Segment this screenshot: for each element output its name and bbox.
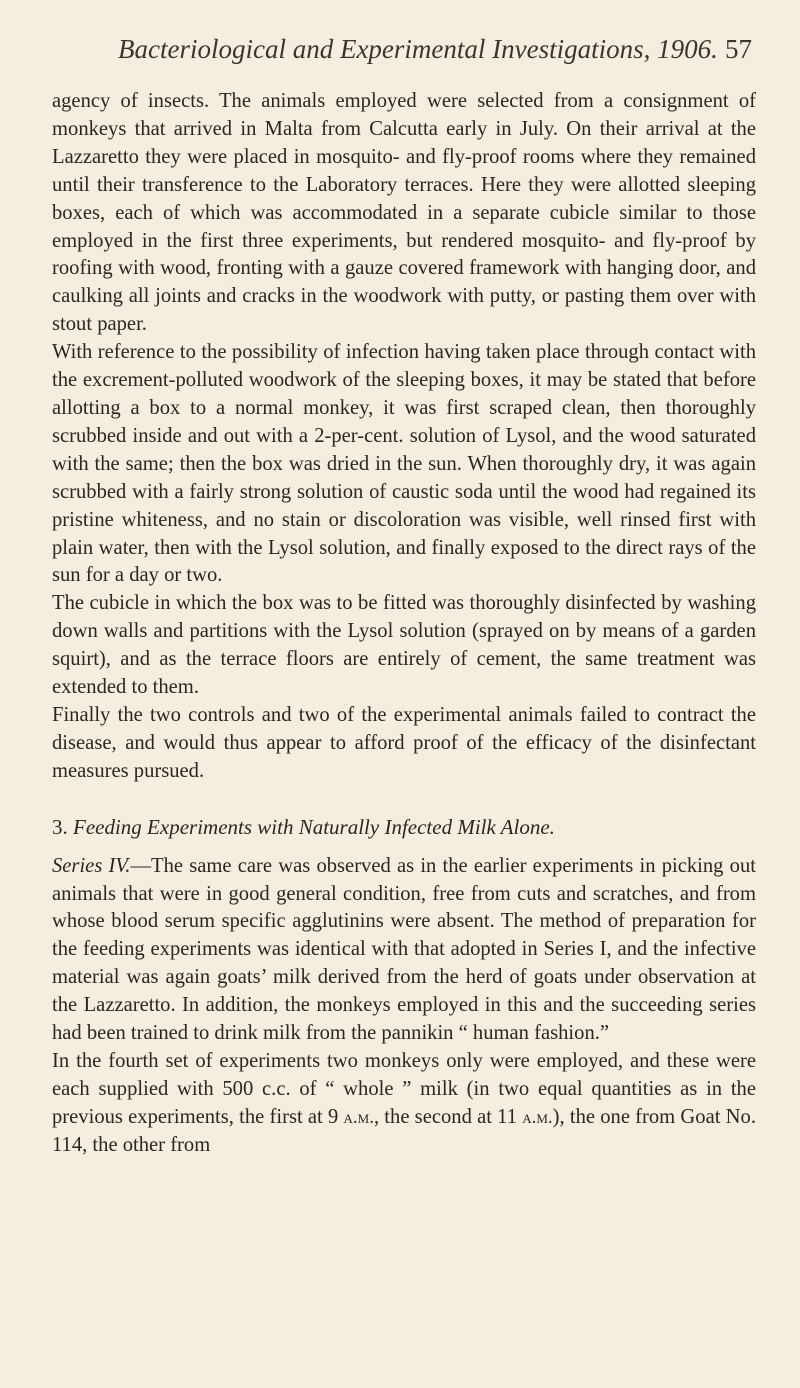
time-am-2: a.m.: [522, 1106, 553, 1128]
page-number: 57: [725, 34, 752, 64]
paragraph-cubicle: The cubicle in which the box was to be fitted was thoroughly disinfected by washing down walls and partitions with the Lysol solution (sprayed on by means of a garden squirt), and as the terrace floors are entirely of cement, the same treatment was extended to them.: [52, 592, 756, 699]
paragraph-fourth-set: [52, 1048, 756, 1160]
paragraph-series-iv: [52, 853, 756, 1048]
running-head-title: Bacteriological and Experimental Investigations, 1906.: [118, 34, 718, 64]
running-head: [118, 34, 752, 74]
series-label: Series IV.: [52, 854, 131, 877]
section-number: 3.: [52, 814, 68, 839]
section-heading: [52, 813, 756, 841]
paragraph-continued: agency of insects. The animals employed were selected from a consignment of monkeys that arrived in Malta from Calcutta early in July. On their arrival at the Lazzaretto they were placed in mosquito- and fly-proof rooms where they remained until their transference to the Laboratory terraces. Here they were allotted sleeping boxes, each of which was accommodated in a separate cubicle similar to those employed in the first three experiments, but rendered mosquito- and fly-proof by roofing with wood, fronting with a gauze covered framework with hanging door, and caulking all joints and cracks in the woodwork with putty, or pasting them over with stout paper.: [52, 90, 756, 336]
fourth-set-text-c: ), the one from Goat No. 114, the other from: [52, 1105, 756, 1156]
time-am-1: a.m.: [343, 1106, 374, 1128]
paragraph-disinfection-boxes: With reference to the possibility of infection having taken place through contact with the excrement-polluted woodwork of the sleeping boxes, it may be stated that before allotting a box to a normal monkey, it was first scraped clean, then thoroughly scrubbed inside and out with a 2-per-cent. solution of Lysol, and the wood saturated with the same; then the box was dried in the sun. When thoroughly dry, it was again scrubbed with a fairly strong solution of caustic soda until the wood had regained its pristine whiteness, and no stain or discoloration was visible, well rinsed first with plain water, then with the Lysol solution, and finally exposed to the direct rays of the sun for a day or two.: [52, 341, 756, 587]
paragraph-series-iv-text: —The same care was observed as in the earlier experiments in picking out animals that were in good general condition, free from cuts and scratches, and from whose blood serum specific agglutinins were absent. The method of preparation for the feeding experiments was identical with that adopted in Series I, and the infective material was again goats’ milk derived from the herd of goats under observation at the Lazzaretto. In addition, the monkeys employed in this and the succeeding series had been trained to drink milk from the pannikin “ human fashion.”: [52, 854, 756, 1045]
paragraph-controls: Finally the two controls and two of the experimental animals failed to contract the disease, and would thus appear to afford proof of the efficacy of the disinfectant measures pursued.: [52, 703, 756, 782]
section-title: Feeding Experiments with Naturally Infected Milk Alone.: [73, 814, 555, 839]
fourth-set-text-a: In the fourth set of experiments two monkeys only were employed, and these were each supplied with 500 c.c. of “ whole ” milk (in two equal quantities as in the previous experiments, the first at 9: [52, 1050, 756, 1128]
body-text: [52, 88, 756, 1160]
fourth-set-text-b: , the second at 11: [373, 1105, 523, 1128]
